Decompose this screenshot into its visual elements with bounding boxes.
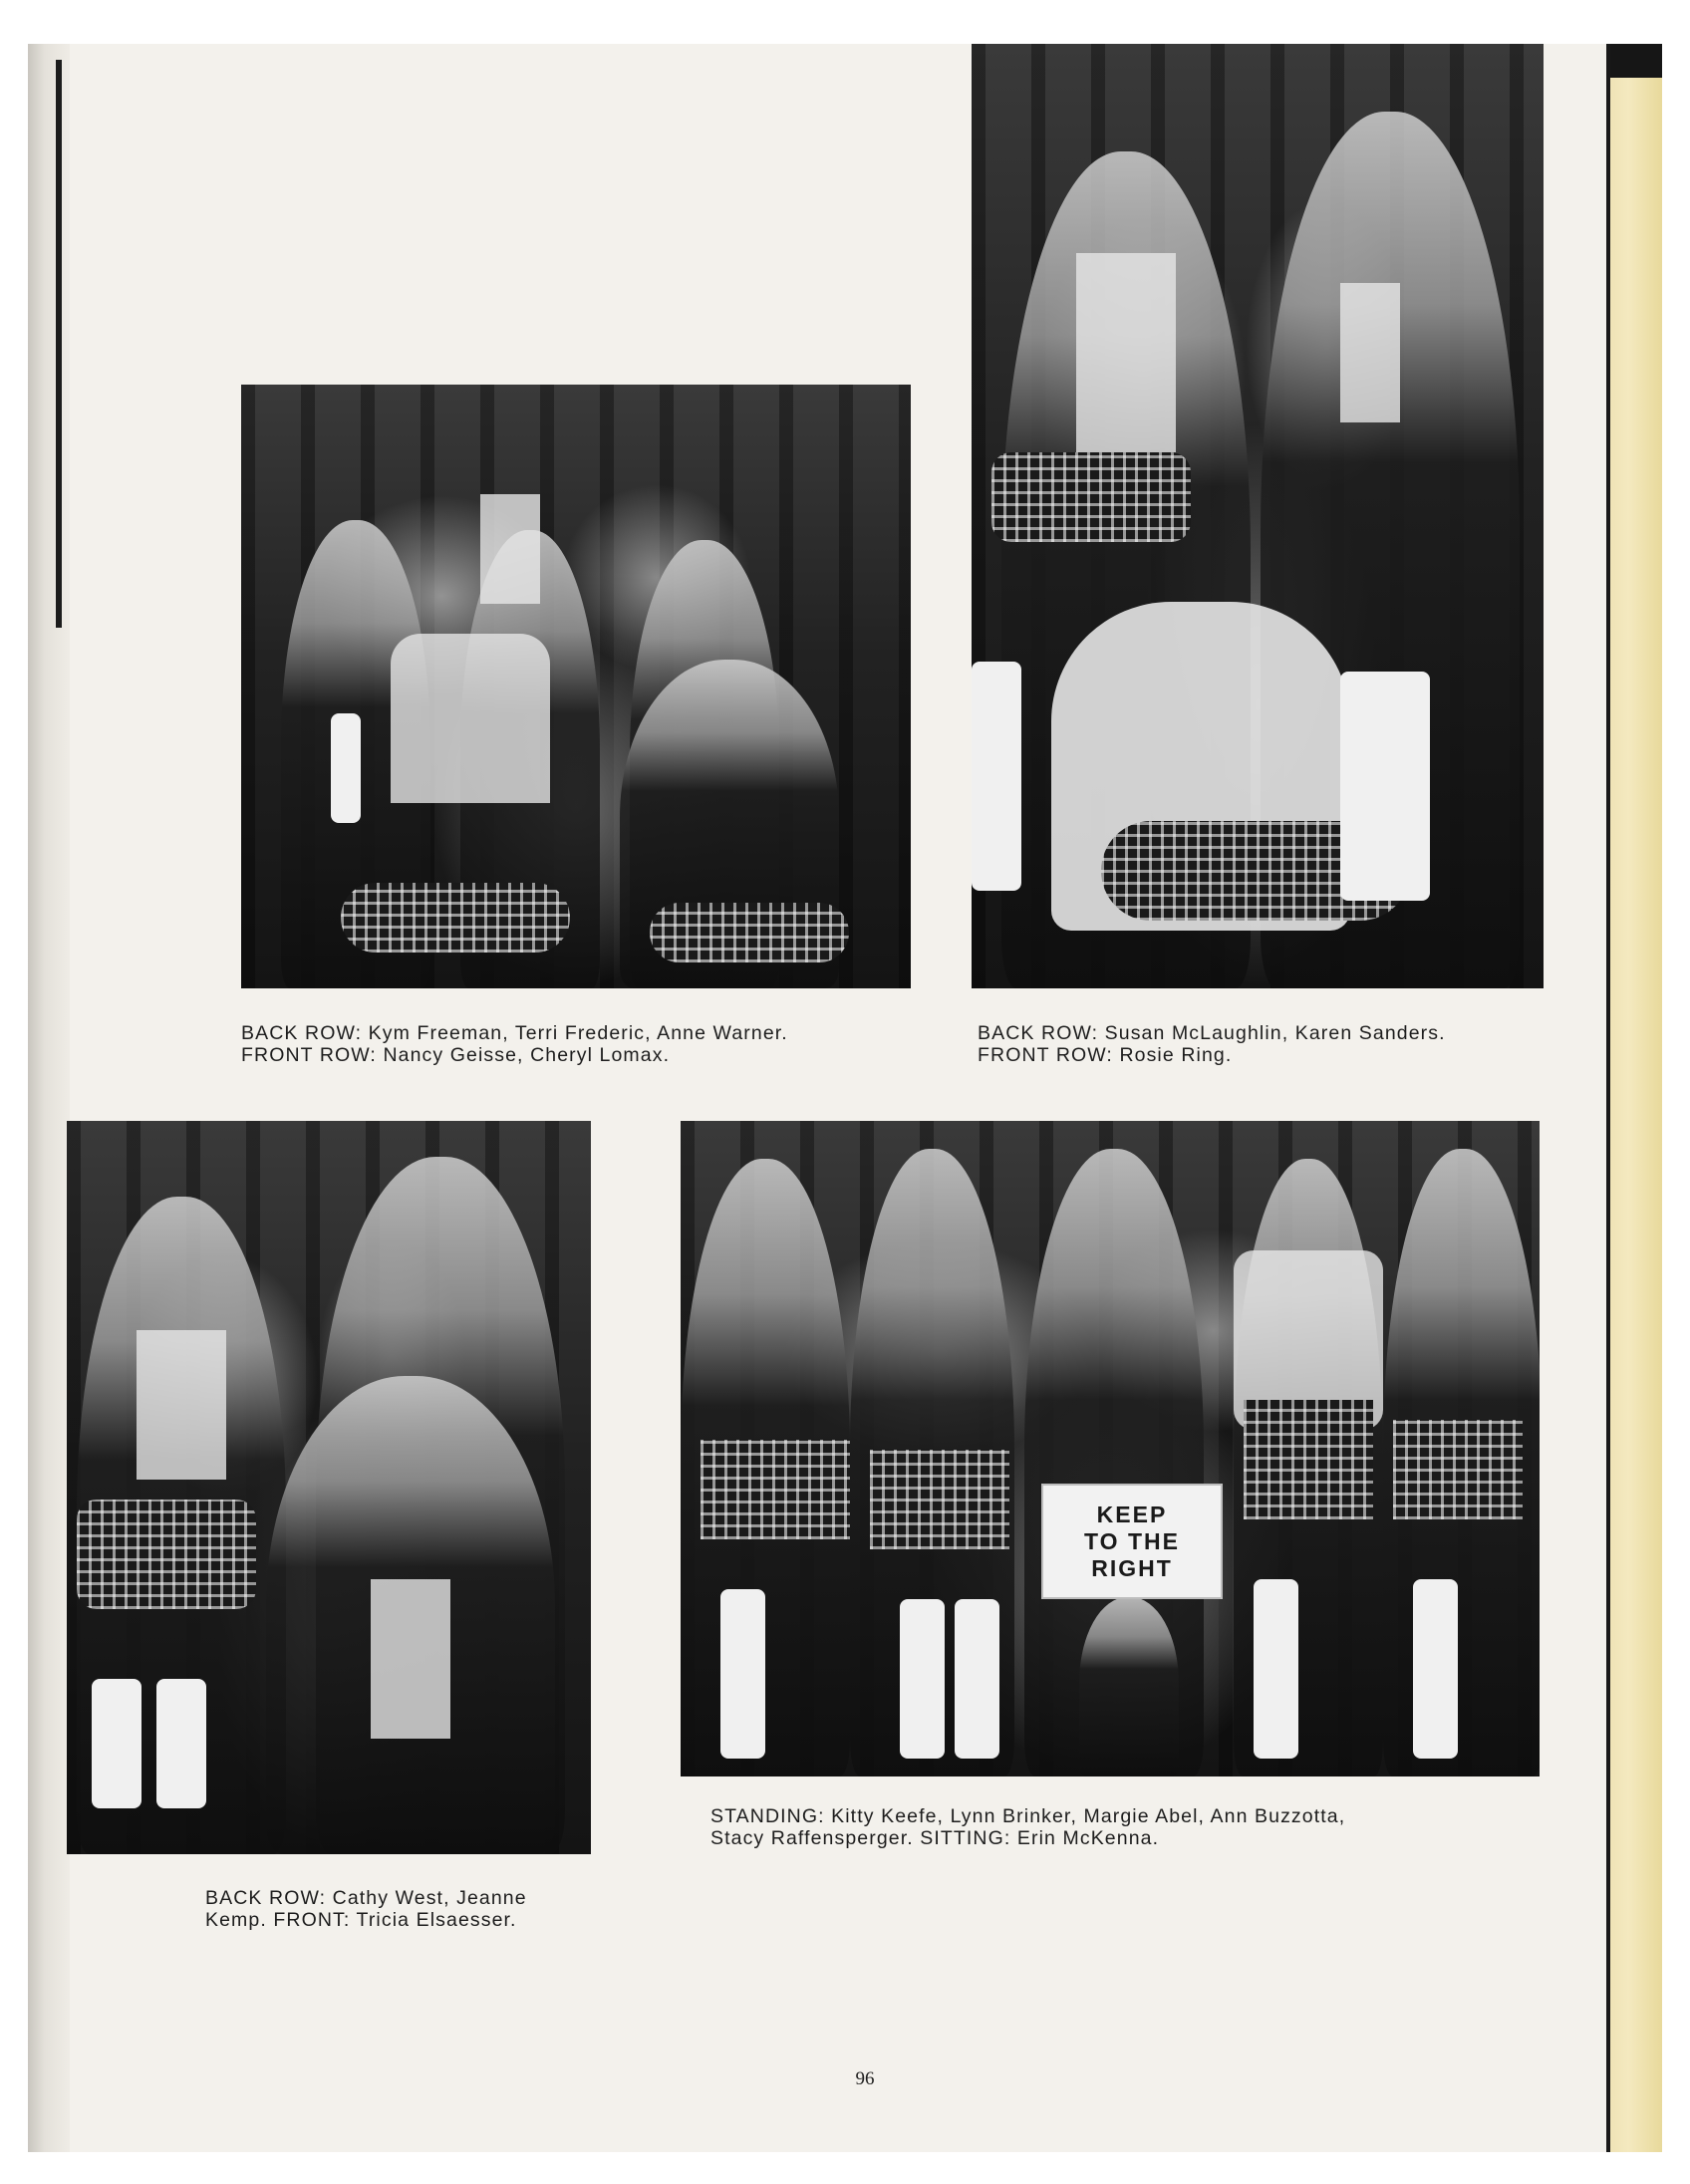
caption-line: FRONT ROW: Nancy Geisse, Cheryl Lomax. [241,1044,671,1066]
page-binding-edge [28,44,70,2152]
caption-line: FRONT ROW: Rosie Ring. [978,1044,1233,1066]
binding-shadow [56,60,62,628]
caption-line: BACK ROW: Susan McLaughlin, Karen Sanders. [978,1022,1446,1044]
page-corner-shadow [1610,44,1662,78]
photo-group-three-trees [67,1121,591,1854]
caption-top-right [978,1022,1446,1066]
caption-bottom-left [205,1887,527,1931]
sign-line: TO THE [1084,1527,1180,1554]
caption-line: BACK ROW: Kym Freeman, Terri Frederic, Anne Warner. [241,1022,788,1044]
keep-to-the-right-sign [1041,1484,1223,1599]
photo-group-five [241,385,911,988]
photo-group-six-sign [681,1121,1540,1776]
caption-top-left [241,1022,788,1066]
caption-line: Stacy Raffensperger. SITTING: Erin McKenna. [710,1827,1160,1849]
caption-line: STANDING: Kitty Keefe, Lynn Brinker, Margie Abel, Ann Buzzotta, [710,1805,1346,1827]
caption-line: Kemp. FRONT: Tricia Elsaesser. [205,1909,517,1931]
caption-line: BACK ROW: Cathy West, Jeanne [205,1887,527,1909]
photo-group-three [972,44,1544,988]
sign-line: RIGHT [1091,1554,1173,1581]
page-number: 96 [855,2068,875,2089]
page-stack-edge [1606,44,1662,2152]
caption-bottom-right [710,1805,1345,1849]
sign-line: KEEP [1096,1501,1168,1527]
